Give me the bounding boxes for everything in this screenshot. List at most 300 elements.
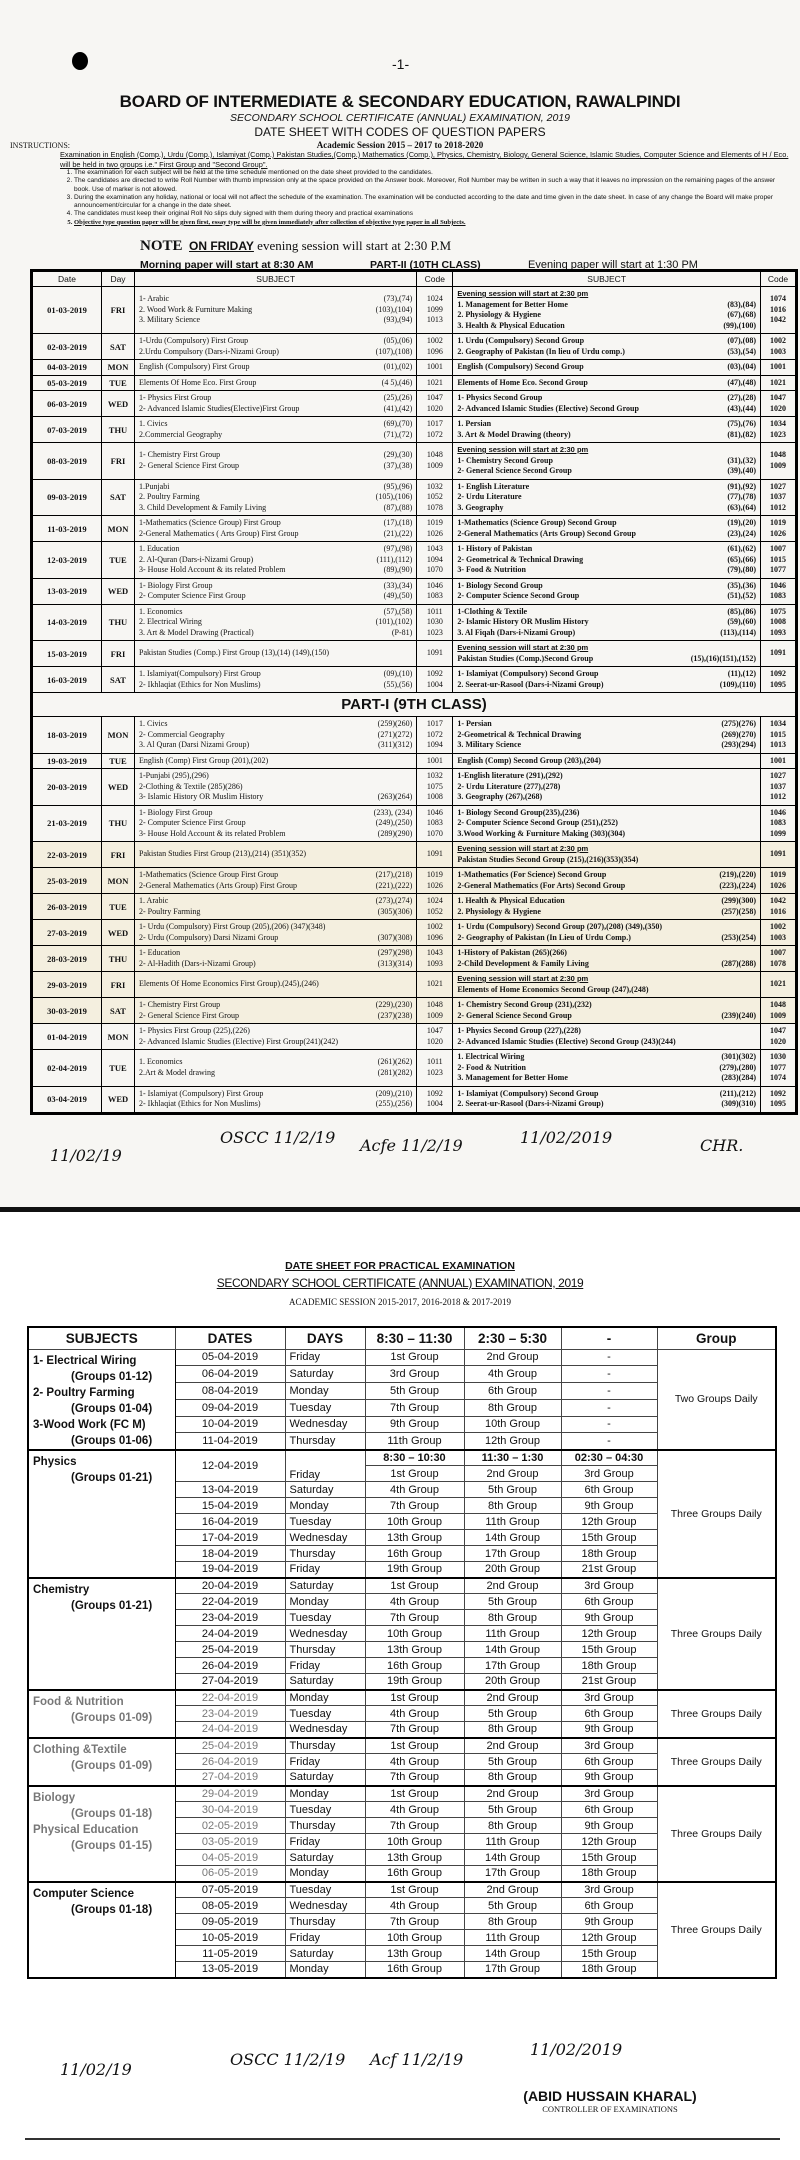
practical-row [28, 1349, 776, 1366]
morning-codes [417, 842, 453, 868]
subject-name: 1- Physics Second Group [457, 393, 543, 402]
subject-code: 1003 [770, 346, 786, 356]
group-slot: 3rd Group [561, 1786, 657, 1802]
group-slot: 10th Group [365, 1834, 464, 1850]
row-day: TUE [102, 1050, 135, 1087]
row-date: 07-03-2019 [32, 417, 102, 443]
group-slot: 16th Group [365, 1546, 464, 1562]
practical-day: Saturday [285, 1674, 365, 1690]
part1-heading-row [32, 693, 797, 717]
subject-code: 1026 [770, 528, 786, 538]
paper-codes: (93),(94) [383, 315, 413, 325]
subject-code: 1077 [770, 565, 786, 574]
schedule-row [32, 391, 797, 417]
evening-session-note: Evening session will start at 2:30 pm [457, 289, 589, 298]
practical-date: 13-04-2019 [175, 1482, 285, 1498]
section-subjects [28, 1690, 175, 1738]
paper-codes: (287)(288) [721, 958, 756, 968]
subject-line [139, 870, 412, 881]
instructions [60, 150, 790, 227]
morning-subjects [135, 998, 417, 1024]
subject-name: 3.Wood Working & Furniture Making (303)(304) [457, 828, 626, 838]
evening-codes [761, 516, 797, 542]
subject-line [457, 959, 756, 970]
controller-name: (ABID HUSSAIN KHARAL) [523, 2088, 697, 2104]
paper-codes: (305)(306) [377, 906, 413, 916]
practical-row [28, 1786, 776, 1802]
paper-codes [750, 829, 756, 840]
morning-subjects [135, 805, 417, 842]
subject-code: 1074 [770, 1073, 786, 1082]
row-date: 19-03-2019 [32, 753, 102, 769]
practical-day: Friday [285, 1562, 365, 1578]
practical-day: Wednesday [285, 1416, 365, 1433]
subject-name: 1- Physics First Group [139, 393, 212, 402]
paper-codes: (51),(52) [727, 591, 756, 600]
subject-code: 1001 [770, 362, 786, 371]
subject-line [139, 669, 412, 680]
group-slot: 4th Group [365, 1482, 464, 1498]
group-slot: 21st Group [561, 1674, 657, 1690]
row-day: WED [102, 578, 135, 604]
subject-code: 1009 [770, 1010, 786, 1020]
subject-line [457, 430, 756, 441]
note-friday: ON FRIDAY [189, 239, 254, 253]
evening-codes [761, 479, 797, 516]
practical-date: 09-04-2019 [175, 1399, 285, 1416]
subject-name: 1- Biology First Group [139, 807, 213, 817]
practical-title: DATE SHEET FOR PRACTICAL EXAMINATION [285, 1260, 515, 1272]
group-slot: - [561, 1416, 657, 1433]
practical-day: Tuesday [285, 1399, 365, 1416]
practical-day: Friday [285, 1834, 365, 1850]
group-slot: 13th Group [365, 1642, 464, 1658]
group-note: Three Groups Daily [657, 1738, 776, 1786]
paper-codes: (297)(298) [377, 948, 413, 957]
subject-line [457, 555, 756, 566]
practical-date: 12-04-2019 [175, 1450, 285, 1482]
subject-name: 1-Mathematics (Science Group) Second Group [457, 518, 617, 527]
evening-subjects [453, 998, 761, 1024]
subject-code: 1047 [426, 1026, 443, 1035]
col-dates: DATES [175, 1327, 285, 1349]
schedule-row [32, 920, 797, 946]
subject-name: 2- General Science First Group [139, 460, 239, 470]
subject-line [457, 591, 756, 602]
subject-name: 2-Geometrical & Technical Drawing [457, 729, 582, 739]
practical-row [28, 1690, 776, 1706]
evening-codes [761, 1086, 797, 1113]
schedule-row [32, 1024, 797, 1050]
subject-name: 2. Al-Quran (Dars-i-Nizami Group) [139, 554, 254, 564]
subject-name: 3. Geography [457, 502, 504, 512]
paper-codes: (259)(260) [377, 719, 413, 728]
subject-code: 1095 [770, 1099, 786, 1108]
group-slot: 18th Group [561, 1658, 657, 1674]
evening-subjects [453, 920, 761, 946]
paper-codes [406, 771, 412, 782]
subject-line [139, 315, 412, 326]
evening-subjects [453, 287, 761, 334]
row-day: SAT [102, 479, 135, 516]
schedule-row [32, 998, 797, 1024]
row-day: MON [102, 1024, 135, 1050]
paper-codes: (65),(66) [727, 554, 756, 564]
subject-line [139, 362, 412, 373]
paper-codes: (229),(230) [375, 1000, 413, 1009]
paper-codes: (289)(290) [377, 828, 413, 838]
paper-codes: (63),(64) [727, 502, 756, 512]
paper-codes: (311)(312) [377, 740, 413, 749]
schedule-row [32, 360, 797, 376]
morning-codes [417, 1024, 453, 1050]
practical-date: 25-04-2019 [175, 1642, 285, 1658]
paper-codes: (261)(262) [377, 1057, 413, 1067]
subject-line [457, 907, 756, 918]
paper-codes: (301)(302) [721, 1052, 756, 1061]
morning-codes [417, 753, 453, 769]
morning-subjects [135, 868, 417, 894]
subject-code: 1020 [770, 1036, 786, 1046]
paper-codes [750, 782, 756, 793]
row-date: 02-03-2019 [32, 334, 102, 360]
subject-name: 2. Electrical Wiring [139, 617, 202, 626]
morning-codes [417, 479, 453, 516]
morning-codes [417, 1050, 453, 1087]
paper-codes: (271)(272) [377, 729, 413, 739]
subject-code: 1046 [426, 580, 443, 590]
schedule-row [32, 479, 797, 516]
paper-codes: (09),(10) [383, 669, 413, 678]
practical-date: 06-04-2019 [175, 1366, 285, 1383]
paper-codes: (75),(76) [727, 419, 756, 428]
subject-name: 1- Islamiyat (Compulsory) First Group [139, 1088, 264, 1098]
paper-codes: (01),(02) [383, 362, 413, 371]
group-slot: 2nd Group [464, 1690, 561, 1706]
row-date: 20-03-2019 [32, 769, 102, 806]
group-slot: 4th Group [365, 1594, 464, 1610]
paper-codes: (217),(218) [375, 870, 413, 879]
group-slot: 2nd Group [464, 1578, 561, 1594]
subject-line [139, 1089, 412, 1100]
practical-day: Friday [285, 1450, 365, 1482]
group-slot: 9th Group [561, 1914, 657, 1930]
subject-code: 1032 [426, 771, 443, 780]
subject-name: 2. Physiology & Hygiene [457, 906, 541, 916]
group-slot: 16th Group [365, 1658, 464, 1674]
row-date: 12-03-2019 [32, 542, 102, 579]
subject-label: 1- Electrical Wiring [33, 1354, 137, 1367]
paper-codes: (211),(212) [719, 1088, 756, 1098]
paper-codes: (281)(282) [377, 1067, 413, 1077]
row-date: 22-03-2019 [32, 842, 102, 868]
paper-codes: (53),(54) [727, 346, 756, 356]
paper-codes: (91),(92) [727, 481, 756, 491]
practical-day: Thursday [285, 1642, 365, 1658]
group-slot: 6th Group [561, 1594, 657, 1610]
paper-codes: (03),(04) [727, 362, 756, 371]
practical-session: ACADEMIC SESSION 2015-2017, 2016-2018 & 2017-2019 [288, 1297, 511, 1307]
subject-code: 1013 [770, 740, 786, 749]
group-slot: 15th Group [561, 1946, 657, 1962]
col-subjects: SUBJECTS [28, 1327, 175, 1349]
schedule-row [32, 604, 797, 641]
subject-code: 1016 [770, 906, 786, 916]
subject-name: 1- Physics First Group (225),(226) [139, 1026, 250, 1035]
evening-subjects [453, 868, 761, 894]
practical-date: 08-04-2019 [175, 1383, 285, 1400]
morning-codes [417, 717, 453, 754]
evening-codes [761, 667, 797, 693]
subject-code: 1015 [770, 554, 786, 564]
group-slot: 6th Group [561, 1754, 657, 1770]
paper-codes: (89),(90) [383, 565, 413, 574]
subject-name: 2.Urdu Compulsory (Dars-i-Nizami Group) [139, 346, 279, 356]
morning-subjects [135, 1050, 417, 1087]
subject-name: 2.Art & Model drawing [139, 1067, 215, 1077]
row-day: TUE [102, 542, 135, 579]
group-slot: 15th Group [561, 1530, 657, 1546]
practical-date: 08-05-2019 [175, 1898, 285, 1914]
subject-code: 1037 [770, 781, 786, 791]
row-date: 13-03-2019 [32, 578, 102, 604]
subject-line [457, 628, 756, 639]
paper-codes [750, 756, 756, 767]
subject-code: 1046 [426, 807, 443, 817]
subject-line [457, 669, 756, 680]
row-date: 09-03-2019 [32, 479, 102, 516]
subject-name: Pakistan Studies (Comp.)Second Group [457, 653, 594, 663]
controller-title: CONTROLLER OF EXAMINATIONS [542, 2104, 678, 2114]
practical-date: 30-04-2019 [175, 1802, 285, 1818]
subject-name: 2.Commercial Geography [139, 429, 223, 439]
practical-day: Thursday [285, 1818, 365, 1834]
subject-name: 1-Urdu (Compulsory) First Group [139, 336, 249, 345]
subject-label: (Groups 01-15) [71, 1839, 153, 1852]
paper-codes: (49),(50) [383, 591, 413, 600]
morning-codes [417, 920, 453, 946]
practical-date: 06-05-2019 [175, 1866, 285, 1882]
subject-name: 3- House Hold Account & its related Problem [139, 828, 286, 838]
paper-codes: (25),(26) [383, 393, 413, 402]
subject-name: 2- Urdu Literature [457, 492, 522, 501]
subject-name: 2- Computer Science First Group [139, 591, 246, 600]
subject-name: 3- House Hold Account & its related Problem [139, 565, 286, 574]
subject-line [139, 555, 412, 566]
subject-code: 1023 [770, 429, 786, 439]
row-day: THU [102, 417, 135, 443]
subject-label: Physics [33, 1455, 77, 1468]
signature-4: 11/02/2019 [520, 1128, 613, 1147]
subject-name: 1- Biology Second Group(235),(236) [457, 807, 580, 817]
group-slot: 11th Group [464, 1834, 561, 1850]
subject-code: 1047 [770, 393, 786, 402]
evening-session-note: Evening session will start at 2:30 pm [457, 844, 589, 853]
paper-codes: (275)(276) [721, 719, 756, 728]
subject-code: 1092 [770, 669, 786, 678]
group-slot: 5th Group [464, 1802, 561, 1818]
subject-name: 1-Mathematics (Science Group) First Group [139, 518, 281, 527]
practical-day: Saturday [285, 1946, 365, 1962]
row-day: WED [102, 769, 135, 806]
subject-line [457, 855, 756, 866]
paper-codes: (43),(44) [727, 403, 756, 413]
paper-codes: (33),(34) [383, 580, 413, 590]
row-date: 26-03-2019 [32, 894, 102, 920]
group-slot: 1st Group [365, 1578, 464, 1594]
group-slot: 3rd Group [561, 1882, 657, 1898]
subject-code: 1009 [770, 460, 786, 470]
paper-codes [750, 1026, 756, 1037]
group-note: Two Groups Daily [657, 1349, 776, 1450]
subject-name: 1.Punjabi [139, 481, 170, 491]
subject-code: 1083 [426, 818, 443, 827]
evening-subjects [453, 417, 761, 443]
evening-codes [761, 542, 797, 579]
instruction-item: 2. The candidates are directed to write Roll Number with thumb impression only at the space provided on the Answer book. Moreover, Roll Number may be written in such a way that it leaves no impression on the remaining pages of the answer book. Use of marker is not allowed. [74, 177, 790, 194]
paper-codes: (237)(238) [377, 1010, 413, 1020]
subject-name: Elements Of Home Eco. First Group [139, 377, 257, 387]
group-slot: 8th Group [464, 1722, 561, 1738]
paper-codes: (57),(58) [383, 606, 413, 616]
group-slot: 3rd Group [561, 1578, 657, 1594]
group-slot: 20th Group [464, 1674, 561, 1690]
subject-code: 1070 [426, 828, 443, 838]
subject-line [457, 617, 756, 628]
subject-code: 1046 [770, 807, 786, 817]
subject-code: 1052 [426, 906, 443, 916]
paper-codes [406, 782, 412, 793]
subject-name: Elements of Home Eco. Second Group [457, 377, 588, 387]
subject-code: 1091 [770, 849, 786, 859]
practical-day: Friday [285, 1930, 365, 1946]
subject-code: 1047 [426, 393, 443, 402]
subject-code: 1034 [770, 419, 786, 428]
practical-day: Thursday [285, 1738, 365, 1754]
morning-codes [417, 417, 453, 443]
evening-codes [761, 769, 797, 806]
paper-codes: (233), (234) [373, 807, 413, 817]
group-slot: 15th Group [561, 1642, 657, 1658]
practical-date: 15-04-2019 [175, 1498, 285, 1514]
schedule-row [32, 753, 797, 769]
instruction-item: 1. The examination for each subject will be held at the time schedule mentioned on the date sheet provided to the candidates. [74, 169, 790, 177]
evening-session-note: Evening session will start at 2:30 pm [457, 445, 589, 454]
group-slot: - [561, 1349, 657, 1366]
subject-line [139, 1037, 412, 1048]
subject-name: 2. Wood Work & Furniture Making [139, 304, 253, 314]
paper-codes [406, 648, 412, 659]
schedule-row [32, 542, 797, 579]
subject-label: (Groups 01-09) [71, 1759, 153, 1772]
subject-name: 2- Geometrical & Technical Drawing [457, 554, 584, 564]
schedule-row [32, 287, 797, 334]
subject-line [457, 896, 756, 907]
practical-date: 05-04-2019 [175, 1349, 285, 1366]
subject-code: 1002 [426, 336, 443, 345]
evening-subjects [453, 753, 761, 769]
subject-label: Chemistry [33, 1583, 90, 1596]
subject-name: 3- Islamic History OR Muslim History [139, 792, 264, 801]
subject-line [139, 979, 412, 990]
schedule-row [32, 516, 797, 542]
practical-day: Tuesday [285, 1514, 365, 1530]
morning-subjects [135, 769, 417, 806]
instructions-label: INSTRUCTIONS: [10, 141, 71, 150]
paper-codes: (97),(98) [383, 544, 413, 553]
evening-codes [761, 868, 797, 894]
subject-line [457, 719, 756, 730]
subject-name: 1- Education [139, 948, 181, 957]
group-slot: 17th Group [464, 1866, 561, 1882]
practical-date: 26-04-2019 [175, 1754, 285, 1770]
subject-name: 2-Child Development & Family Living [457, 958, 589, 968]
subject-line [457, 1000, 756, 1011]
evening-codes [761, 717, 797, 754]
subject-name: 1. Management for Better Home [457, 299, 568, 309]
row-date: 05-03-2019 [32, 375, 102, 391]
group-slot: 8th Group [464, 1399, 561, 1416]
row-day: THU [102, 805, 135, 842]
morning-codes [417, 391, 453, 417]
instructions-list [74, 169, 790, 227]
subject-label: 3-Wood Work (FC M) [33, 1418, 146, 1431]
subject-name: 2- Advanced Islamic Studies (Elective) Second Group (243)(244) [457, 1036, 676, 1046]
paper-codes: (11),(12) [727, 669, 756, 678]
subject-name: 2-General Mathematics (Arts Group) Second Group [457, 528, 636, 538]
group-slot: 11th Group [464, 1930, 561, 1946]
paper-codes: (23),(24) [727, 528, 756, 538]
subject-line [457, 1011, 756, 1022]
signature-controller: 11/02/2019 [530, 2040, 623, 2059]
group-slot: 7th Group [365, 1914, 464, 1930]
evening-subjects [453, 805, 761, 842]
group-slot: 4th Group [365, 1754, 464, 1770]
practical-day: Wednesday [285, 1530, 365, 1546]
subject-name: 2- Advanced Islamic Studies (Elective) First Group(241)(242) [139, 1036, 339, 1046]
part1-label: PART-I (9TH CLASS) [32, 693, 797, 717]
evening-codes [761, 946, 797, 972]
subject-code: 1002 [770, 922, 786, 931]
group-slot: 2nd Group [464, 1738, 561, 1754]
morning-codes [417, 805, 453, 842]
subject-name: 1. Urdu (Compulsory) Second Group [457, 336, 585, 345]
practical-date: 11-04-2019 [175, 1433, 285, 1450]
subject-line [139, 782, 412, 793]
practical-date: 02-05-2019 [175, 1818, 285, 1834]
subject-line [139, 771, 412, 782]
evening-subjects [453, 717, 761, 754]
paper-codes [750, 985, 756, 996]
paper-codes: (307)(308) [377, 932, 413, 942]
subject-name: 1- Islamiyat (Compulsory) Second Group [457, 1088, 599, 1098]
section-subjects [28, 1578, 175, 1690]
group-slot: 12th Group [561, 1514, 657, 1530]
subject-line [139, 849, 412, 860]
part1-divider [32, 693, 797, 717]
paper-codes [750, 948, 756, 959]
group-slot: - [561, 1366, 657, 1383]
paper-codes: (47),(48) [727, 377, 756, 387]
practical-row [28, 1882, 776, 1898]
paper-codes: (249),(250) [375, 818, 413, 827]
practical-day: Monday [285, 1866, 365, 1882]
subject-line [139, 808, 412, 819]
practical-date: 10-04-2019 [175, 1416, 285, 1433]
subject-name: English (Comp) Second Group (203),(204) [457, 755, 601, 765]
subject-code: 1095 [770, 679, 786, 689]
signature-acf: Acf 11/2/19 [370, 2050, 464, 2069]
